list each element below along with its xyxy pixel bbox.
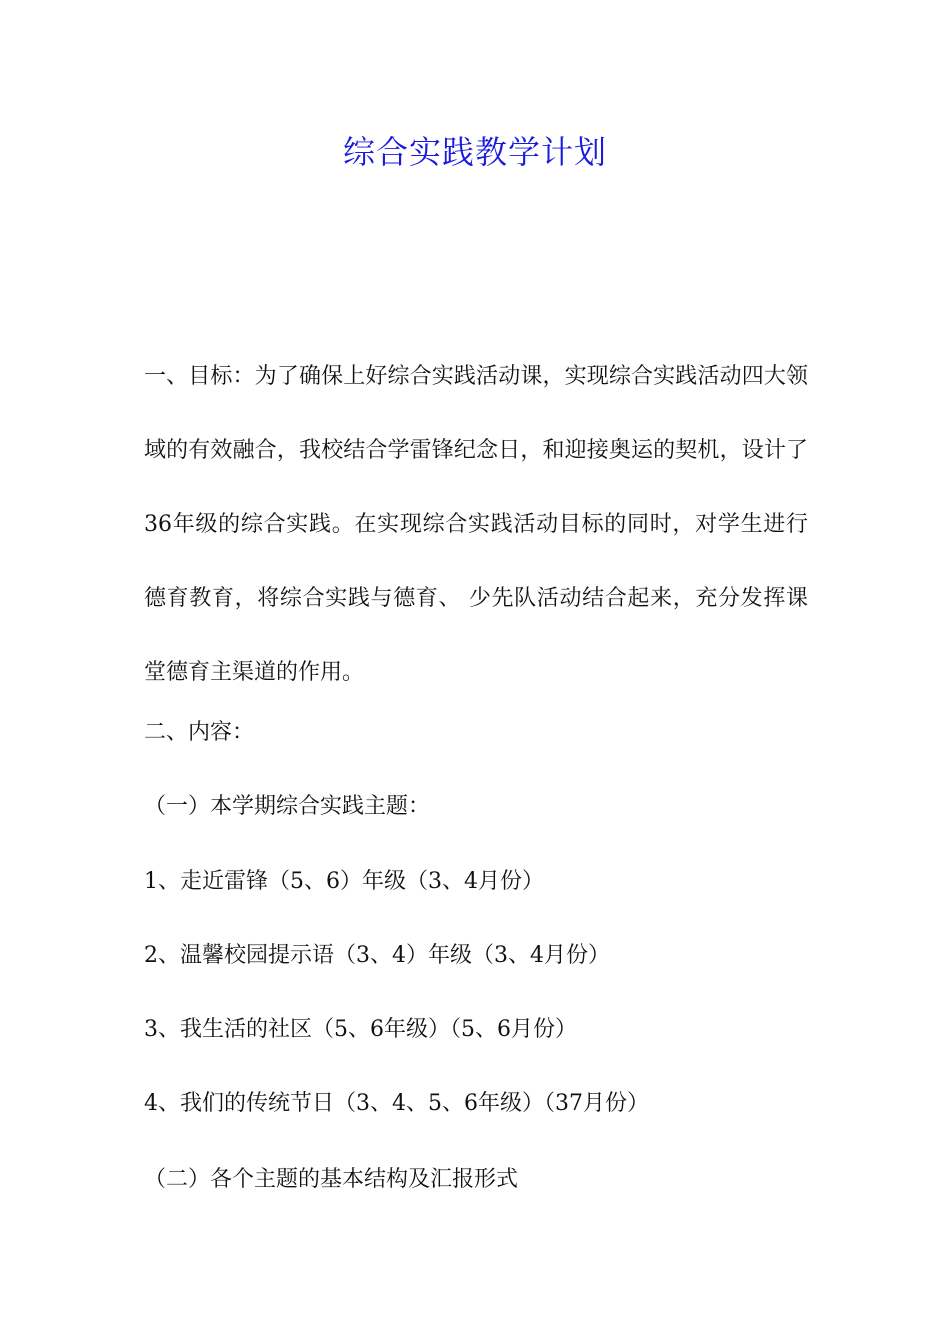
subsection-heading-structure: （二）各个主题的基本结构及汇报形式	[144, 1167, 519, 1192]
goal-paragraph: 一、目标：为了确保上好综合实践活动课，实现综合实践活动四大领域的有效融合，我校结合学雷锋纪念日，和迎接奥运的契机，设计了36年级的综合实践。在实现综合实践活动目标的同时，对学生进行德育教育，将综合实践与德育、 少先队活动结合起来，充分发挥课堂德育主渠道的作用。	[144, 364, 808, 685]
theme-item: 1、走近雷锋（5、6）年级（3、4月份）	[144, 869, 544, 894]
document-title: 综合实践教学计划	[342, 133, 607, 171]
section-heading-content: 二、内容：	[144, 720, 255, 745]
theme-item: 4、我们的传统节日（3、4、5、6年级）（37月份）	[144, 1091, 649, 1116]
theme-item: 2、温馨校园提示语（3、4）年级（3、4月份）	[144, 943, 610, 968]
subsection-heading-themes: （一）本学期综合实践主题：	[144, 794, 431, 819]
theme-item: 3、我生活的社区（5、6年级）（5、6月份）	[144, 1017, 577, 1042]
